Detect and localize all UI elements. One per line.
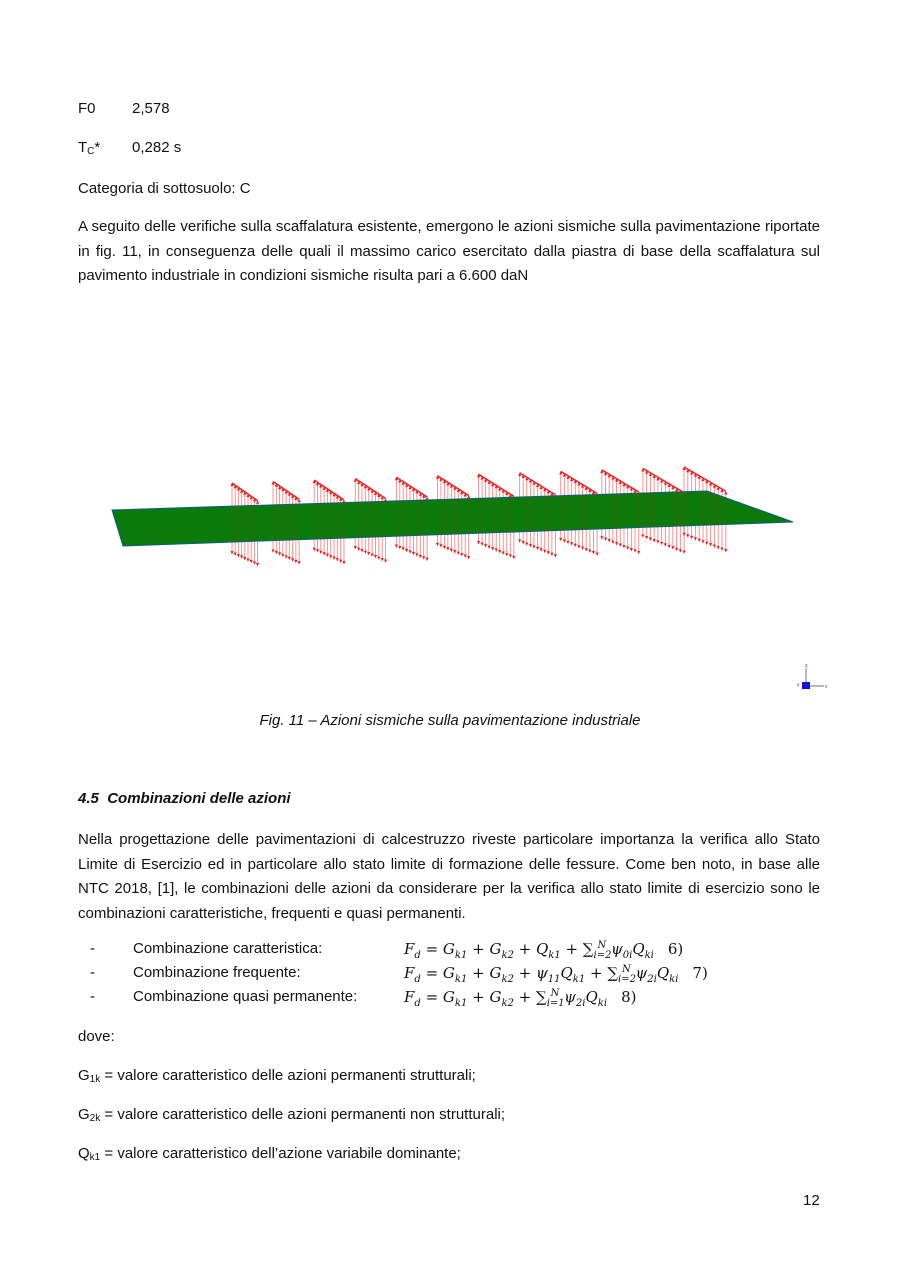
arrow-head [443, 546, 446, 549]
arrow-head [622, 545, 625, 548]
arrow-head [230, 551, 233, 554]
arrow-head [237, 554, 240, 557]
equation-number: 7) [692, 964, 708, 982]
arrow-head [395, 544, 398, 547]
param-value-f0: 2,578 [132, 100, 170, 117]
arrow-head [495, 549, 498, 552]
arrow-head [446, 547, 449, 550]
arrow-head [574, 544, 577, 547]
arrow-head [298, 499, 301, 502]
arrow-head [619, 544, 622, 547]
arrow-head [701, 540, 704, 543]
arrow-head [509, 554, 512, 557]
arrow-head [563, 539, 566, 542]
arrow-head [426, 558, 429, 561]
combination-label: Combinazione caratteristica: [133, 940, 323, 957]
param-value-tc: 0,282 s [132, 139, 182, 156]
arrow-head [436, 543, 439, 546]
arrow-head [240, 556, 243, 559]
arrow-head [713, 545, 716, 548]
arrow-head [419, 555, 422, 558]
arrow-head [491, 547, 494, 550]
combination-item [90, 988, 790, 1011]
arrow-head [271, 549, 274, 552]
arrow-head [600, 536, 603, 539]
arrow-head [529, 544, 532, 547]
equation-number: 6) [667, 940, 684, 958]
arrow-head [525, 542, 528, 545]
arrow-head [288, 557, 291, 560]
floor-slab [112, 491, 793, 546]
arrow-head [522, 541, 525, 544]
arrow-head [316, 549, 319, 552]
arrow-head [294, 560, 297, 563]
arrow-head [256, 563, 259, 566]
arrow-head [453, 550, 456, 553]
arrow-head [566, 541, 569, 544]
arrow-head [653, 539, 656, 542]
arrow-head [717, 546, 720, 549]
arrow-head [656, 540, 659, 543]
arrow-head [505, 553, 508, 556]
arrow-head [550, 553, 553, 556]
arrow-head [682, 533, 685, 536]
arrow-head [595, 553, 598, 556]
arrow-head [384, 559, 387, 562]
definition-g2k: $G_{2k}$ = valore caratteristico delle azioni permanenti non strutturali; [78, 1106, 506, 1124]
combination-item [90, 940, 790, 963]
arrow-head [660, 542, 663, 545]
where-label: dove: [78, 1028, 115, 1045]
arrow-head [342, 500, 345, 503]
arrow-head [422, 556, 425, 559]
arrow-head [518, 540, 521, 543]
arrow-head [585, 548, 588, 551]
definition-qk1: $Q_{k1}$ = valore caratteristico dell’azione variabile dominante; [78, 1145, 461, 1163]
arrow-head [668, 545, 671, 548]
arrow-head [649, 537, 652, 540]
arrow-head [234, 553, 237, 556]
arrow-head [502, 551, 505, 554]
arrow-head [641, 535, 644, 538]
arrow-head [581, 547, 584, 550]
arrow-head [671, 546, 674, 549]
arrow-head [405, 549, 408, 552]
definition-g1k: $G_{1k}$ = valore caratteristico delle azioni permanenti strutturali; [78, 1067, 476, 1085]
arrow-head [384, 498, 387, 501]
arrow-head [342, 561, 345, 564]
arrow-head [480, 543, 483, 546]
bullet: - [90, 940, 95, 957]
arrow-head [426, 497, 429, 500]
arrow-head [402, 547, 405, 550]
arrow-head [285, 555, 288, 558]
arrow-head [313, 548, 316, 551]
arrow-group-edge [355, 479, 385, 499]
arrow-head [675, 548, 678, 551]
page-number: 12 [803, 1192, 820, 1209]
intro-paragraph: A seguito delle verifiche sulla scaffalatura esistente, emergono le azioni sismiche sulla pavimentazione riportate in fig. 11, in conseguenza delle quali il massimo carico esercitato dalla piastra di base della scaffalatura sul pavimento industriale in condizioni sismiche risulta pari a 6.600 daN [78, 218, 820, 284]
equation-number: 8) [621, 988, 637, 1006]
arrow-head [329, 555, 332, 558]
arrow-head [370, 554, 373, 557]
section-paragraph: Nella progettazione delle pavimentazioni di calcestruzzo riveste particolare importanza la verifica allo Stato Limite di Esercizio ed in particolare allo stato limite di formazione delle fessure. Come ben noto, in base alle NTC 2018, [1], le combinazioni delle azioni da considerare per la verifica allo stato limite di esercizio sono le combinazioni caratteristiche, frequenti e quasi permanenti. [78, 831, 820, 922]
arrow-head [615, 542, 618, 545]
arrow-head [467, 556, 470, 559]
arrow-head [592, 551, 595, 554]
arrow-head [364, 551, 367, 554]
arrow-group-edge [314, 480, 344, 500]
arrow-head [332, 557, 335, 560]
arrow-head [467, 496, 470, 499]
combination-label: Combinazione frequente: [133, 964, 301, 981]
arrow-head [637, 551, 640, 554]
arrow-head [698, 539, 701, 542]
param-label-f0: F0 [78, 100, 96, 117]
arrow-head [694, 537, 697, 540]
arrow-head [319, 551, 322, 554]
arrow-head [532, 545, 535, 548]
figure-caption: Fig. 11 – Azioni sismiche sulla pavimentazione industriale [259, 712, 641, 729]
arrow-head [250, 560, 253, 563]
arrow-head [570, 542, 573, 545]
arrow-head [460, 553, 463, 556]
arrow-head [709, 543, 712, 546]
arrow-head [645, 536, 648, 539]
arrow-head [450, 549, 453, 552]
bullet: - [90, 964, 95, 981]
arrow-head [559, 538, 562, 541]
arrow-head [512, 556, 515, 559]
arrow-head [488, 546, 491, 549]
arrow-head [243, 557, 246, 560]
arrow-head [705, 542, 708, 545]
section-number: 4.5 [78, 790, 99, 807]
arrow-head [608, 539, 611, 542]
arrow-head [374, 555, 377, 558]
arrow-head [547, 551, 550, 554]
combination-formula: $F_d = G_{k1} + G_{k2} + \psi_{11}Q_{k1} + \sum_{i=2}^N$ $\psi_{2i}Q_{ki}$ 7) [404, 964, 708, 985]
arrow-head [278, 552, 281, 555]
arrow-head [477, 541, 480, 544]
arrow-head [720, 548, 723, 551]
combination-item [90, 964, 790, 987]
arrow-head [336, 558, 339, 561]
arrow-group-edge [684, 467, 726, 491]
arrow-head [724, 491, 727, 494]
axis-label-y: y [797, 682, 800, 688]
arrow-head [724, 549, 727, 552]
arrow-head [679, 549, 682, 552]
arrow-head [686, 534, 689, 537]
bullet: - [90, 988, 95, 1005]
arrow-head [457, 552, 460, 555]
arrow-head [543, 550, 546, 553]
arrow-head [536, 547, 539, 550]
arrow-head [298, 561, 301, 564]
arrow-head [326, 554, 329, 557]
arrow-head [498, 550, 501, 553]
arrow-head [415, 553, 418, 556]
arrow-head [588, 550, 591, 553]
arrow-head [464, 555, 467, 558]
arrow-head [626, 546, 629, 549]
arrow-head [246, 559, 249, 562]
arrow-group-edge [396, 477, 427, 497]
combination-label: Combinazione quasi permanente: [133, 988, 358, 1005]
arrow-head [360, 549, 363, 552]
arrow-head [354, 546, 357, 549]
arrow-group-edge [643, 468, 684, 492]
combination-formula: $F_d = G_{k1} + G_{k2} + \sum_{i=1}^N$ $\psi_{2i}Q_{ki}$ 8) [404, 988, 637, 1009]
arrow-head [630, 548, 633, 551]
arrow-head [577, 545, 580, 548]
arrow-head [339, 560, 342, 563]
arrow-head [323, 552, 326, 555]
axis-label-z: z [805, 663, 808, 669]
arrow-group-edge [437, 476, 468, 496]
arrow-head [275, 551, 278, 554]
arrow-head [281, 554, 284, 557]
arrow-head [357, 548, 360, 551]
arrow-head [554, 554, 557, 557]
section-heading [78, 790, 291, 807]
section-title: Combinazioni delle azioni [107, 790, 291, 807]
arrow-head [377, 556, 380, 559]
arrow-head [408, 550, 411, 553]
axis-triad-icon [797, 663, 828, 690]
arrow-head [611, 541, 614, 544]
param-label-tc: $T_C*$ [78, 139, 101, 157]
arrow-head [540, 548, 543, 551]
arrow-head [253, 561, 256, 564]
arrow-head [256, 501, 259, 504]
combination-formula: $F_d = G_{k1} + G_{k2} + Q_{k1} + \sum_{i=2}^N$ $\psi_{0i}Q_{ki}$ 6) [404, 940, 684, 961]
arrow-head [604, 538, 607, 541]
arrow-head [439, 544, 442, 547]
arrow-head [633, 549, 636, 552]
arrow-head [683, 551, 686, 554]
arrow-head [398, 546, 401, 549]
arrow-head [412, 552, 415, 555]
arrow-head [367, 552, 370, 555]
arrow-head [484, 544, 487, 547]
arrow-head [291, 558, 294, 561]
soil-category: Categoria di sottosuolo: C [78, 180, 251, 197]
arrow-head [690, 536, 693, 539]
arrow-head [381, 558, 384, 561]
axis-label-x: x [825, 684, 828, 690]
arrow-head [664, 543, 667, 546]
